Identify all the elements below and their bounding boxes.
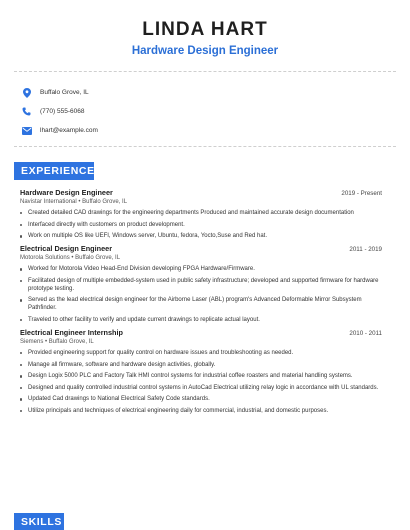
- job-location: Buffalo Grove, IL: [48, 338, 94, 345]
- job-entry: [20, 188, 382, 240]
- job-dates: 2010 - 2011: [349, 329, 382, 337]
- job-title: Hardware Design Engineer: [20, 188, 113, 197]
- job-organization: Motorola Solutions • Buffalo Grove, IL: [20, 255, 121, 262]
- job-entry: [20, 328, 382, 415]
- phone-icon: [21, 106, 32, 117]
- job-entry: [20, 244, 382, 324]
- section-title-skills: SKILLS: [14, 513, 64, 530]
- contact-phone: [21, 102, 98, 121]
- contact-phone-text: (770) 555-6068: [40, 108, 85, 115]
- list-item: Provided engineering support for quality control on hardware issues and troubleshooting as needed.: [20, 349, 382, 357]
- divider: [14, 146, 396, 147]
- job-organization: Siemens • Buffalo Grove, IL: [20, 338, 94, 345]
- candidate-name: LINDA HART: [142, 19, 268, 40]
- job-title: Electrical Engineer Internship: [20, 327, 123, 337]
- contact-list: [21, 83, 98, 140]
- experience-list: [20, 188, 382, 419]
- contact-location-text: Buffalo Grove, IL: [40, 89, 89, 96]
- list-item: Interfaced directly with customers on product development.: [20, 221, 382, 229]
- list-item: Created detailed CAD drawings for the engineering departments Produced and maintained accurate design documentation: [20, 209, 382, 217]
- list-item: Design Logix 5000 PLC and Factory Talk HMI control systems for industrial coffee roasters and material handling systems.: [20, 372, 382, 380]
- job-location: Buffalo Grove, IL: [82, 199, 128, 205]
- list-item: Worked for Motorola Video Head-End Division developing FPGA Hardware/Firmware.: [20, 265, 382, 273]
- job-dates: 2019 - Present: [341, 190, 382, 197]
- job-location: Buffalo Grove, IL: [75, 255, 121, 262]
- resume-header: [0, 0, 410, 57]
- list-item: Updated Cad drawings to National Electrical Safety Code standards.: [20, 395, 382, 403]
- list-item: Designed and quality controlled industrial control systems in AutoCad Electrical utilizing relay logic in accordance with UL standards.: [20, 384, 382, 392]
- job-bullets: [20, 209, 382, 240]
- email-icon: [21, 125, 32, 136]
- job-company: Motorola Solutions: [20, 255, 70, 262]
- section-title-experience: EXPERIENCE: [14, 162, 94, 180]
- divider: [14, 71, 396, 72]
- job-dates: 2011 - 2019: [349, 246, 382, 254]
- list-item: Manage all firmware, software and hardware design activities, globally.: [20, 361, 382, 369]
- list-item: Served as the lead electrical design engineer for the Airborne Laser (ABL) program's Advanced Deformable Mirror Subsystem Pathfinder.: [20, 296, 382, 312]
- job-bullets: [20, 265, 382, 324]
- contact-email: [21, 121, 98, 140]
- contact-email-text: lhart@example.com: [40, 127, 98, 134]
- job-bullets: [20, 349, 382, 415]
- list-item: Work on multiple OS like UEFI, Windows server, Ubuntu, fedora, Yocto,Suse and Red hat.: [20, 232, 382, 240]
- job-organization: Navistar International • Buffalo Grove, IL: [20, 199, 128, 205]
- list-item: Facilitated design of multiple embedded-system used in public safety infrastructure; developed and supported firmware for hardware prototype testing.: [20, 277, 382, 293]
- location-pin-icon: [21, 87, 32, 98]
- list-item: Utilize principals and techniques of electrical engineering daily for commercial, industrial, and domestic purposes.: [20, 407, 382, 415]
- job-title: Electrical Design Engineer: [20, 244, 113, 254]
- job-company: Navistar International: [20, 199, 77, 205]
- job-company: Siemens: [20, 338, 44, 345]
- candidate-title: Hardware Design Engineer: [131, 45, 279, 57]
- list-item: Traveled to other facility to verify and update current drawings to replicate actual layout.: [20, 316, 382, 324]
- contact-location: [21, 83, 98, 102]
